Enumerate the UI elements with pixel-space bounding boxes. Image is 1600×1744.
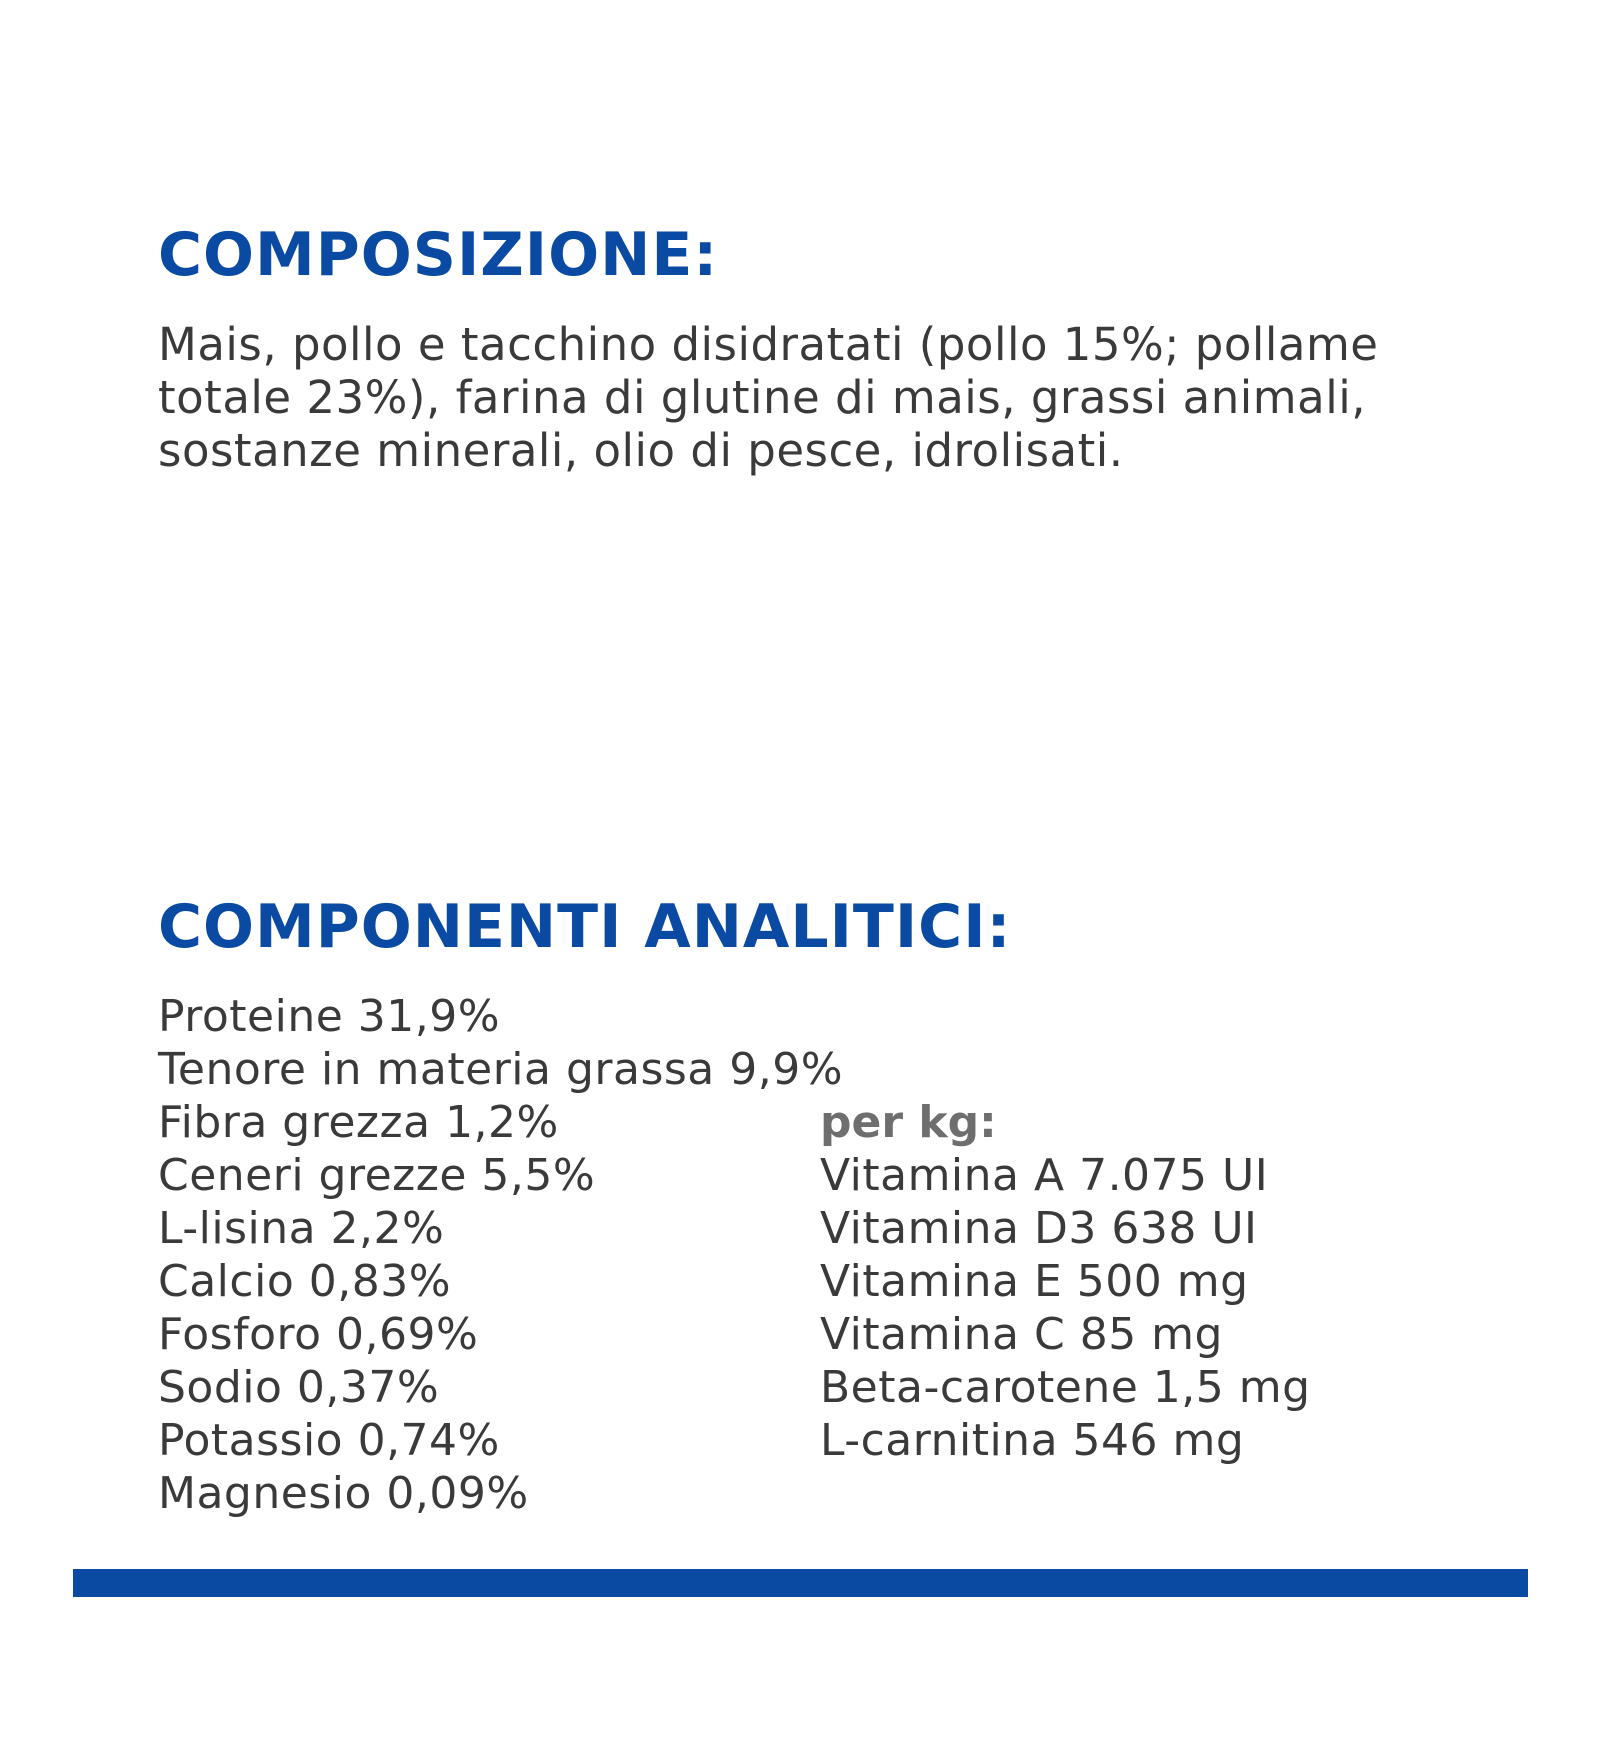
composition-text bbox=[158, 318, 1488, 477]
analytical-components-list bbox=[158, 990, 843, 1520]
list-item: L-lisina 2,2% bbox=[158, 1203, 445, 1254]
list-item: Vitamina C 85 mg bbox=[820, 1309, 1223, 1360]
list-item: Fibra grezza 1,2% bbox=[158, 1097, 559, 1148]
bottom-divider-bar bbox=[73, 1569, 1528, 1597]
list-item: Ceneri grezze 5,5% bbox=[158, 1150, 596, 1201]
list-item: Sodio 0,37% bbox=[158, 1362, 440, 1413]
list-item: Potassio 0,74% bbox=[158, 1415, 500, 1466]
list-item: Vitamina E 500 mg bbox=[820, 1256, 1249, 1307]
list-item: Vitamina D3 638 UI bbox=[820, 1203, 1258, 1254]
composition-line: Mais, pollo e tacchino disidratati (pollo 15%; pollame bbox=[158, 318, 1379, 371]
per-kg-list bbox=[820, 1149, 1311, 1467]
list-item: Beta-carotene 1,5 mg bbox=[820, 1362, 1311, 1413]
list-item: Tenore in materia grassa 9,9% bbox=[158, 1044, 844, 1095]
composition-heading: COMPOSIZIONE: bbox=[158, 220, 719, 290]
list-item: L-carnitina 546 mg bbox=[820, 1415, 1245, 1466]
composition-line: sostanze minerali, olio di pesce, idrolisati. bbox=[158, 424, 1124, 477]
analytical-components-heading: COMPONENTI ANALITICI: bbox=[158, 892, 1012, 962]
list-item: Vitamina A 7.075 UI bbox=[820, 1150, 1269, 1201]
list-item: Magnesio 0,09% bbox=[158, 1468, 529, 1519]
list-item: Fosforo 0,69% bbox=[158, 1309, 479, 1360]
per-kg-label: per kg: bbox=[820, 1097, 997, 1148]
list-item: Proteine 31,9% bbox=[158, 991, 501, 1042]
list-item: Calcio 0,83% bbox=[158, 1256, 452, 1307]
composition-line: totale 23%), farina di glutine di mais, grassi animali, bbox=[158, 371, 1367, 424]
